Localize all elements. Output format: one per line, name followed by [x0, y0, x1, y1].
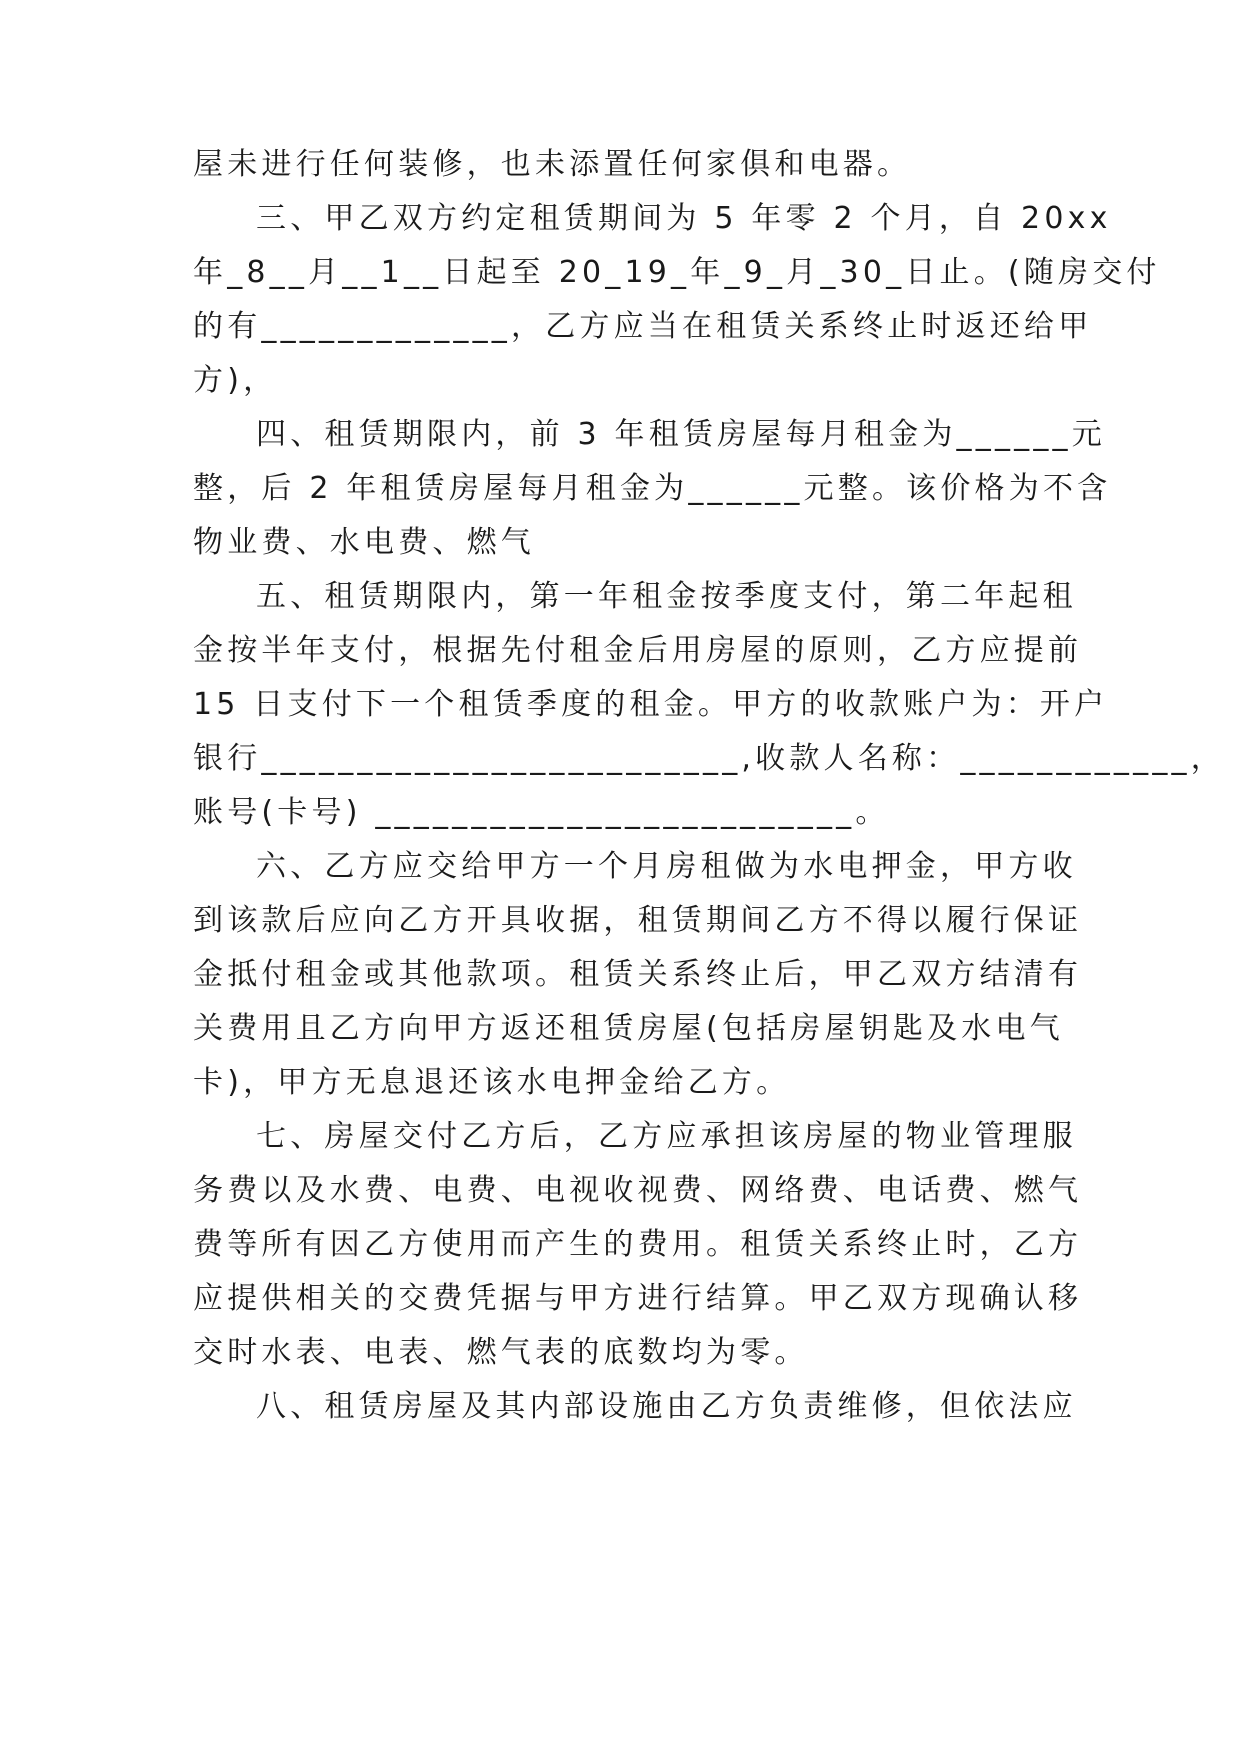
clause-6-line: 关费用且乙方向甲方返还租赁房屋(包括房屋钥匙及水电气: [193, 1011, 1064, 1046]
clause-3-line: 的有_____________，乙方应当在租赁关系终止时返还给甲: [193, 309, 1093, 344]
clause-5-line: 银行_________________________,收款人名称：____________，: [193, 741, 1225, 776]
clause-8-line: 八、租赁房屋及其内部设施由乙方负责维修，但依法应: [256, 1389, 1077, 1424]
clause-5-line: 15 日支付下一个租赁季度的租金。甲方的收款账户为：开户: [193, 687, 1109, 722]
clause-3-line: 年_8__月__1__日起至 20_19_年_9_月_30_日止。(随房交付: [193, 255, 1161, 290]
clause-4-line: 整，后 2 年租赁房屋每月租金为______元整。该价格为不含: [193, 471, 1112, 506]
clause-3-line: 三、甲乙双方约定租赁期间为 5 年零 2 个月，自 20xx: [256, 201, 1112, 236]
clause-4-line: 四、租赁期限内，前 3 年租赁房屋每月租金为______元: [256, 417, 1106, 452]
clause-7-line: 交时水表、电表、燃气表的底数均为零。: [193, 1335, 809, 1370]
clause-5-line: 五、租赁期限内，第一年租金按季度支付，第二年起租: [256, 579, 1077, 614]
clause-5-line: 账号(卡号) _________________________。: [193, 795, 890, 830]
clause-5-line: 金按半年支付，根据先付租金后用房屋的原则，乙方应提前: [193, 633, 1083, 668]
clause-6-line: 金抵付租金或其他款项。租赁关系终止后，甲乙双方结清有: [193, 957, 1083, 992]
clause-7-line: 七、房屋交付乙方后，乙方应承担该房屋的物业管理服: [256, 1119, 1077, 1154]
clause-6-line: 卡)，甲方无息退还该水电押金给乙方。: [193, 1065, 791, 1100]
clause-4-line: 物业费、水电费、燃气: [193, 525, 535, 560]
clause-3-line: 方)，: [193, 363, 278, 398]
clause-6-line: 到该款后应向乙方开具收据，租赁期间乙方不得以履行保证: [193, 903, 1083, 938]
clause-6-line: 六、乙方应交给甲方一个月房租做为水电押金，甲方收: [256, 849, 1077, 884]
clause-7-line: 务费以及水费、电费、电视收视费、网络费、电话费、燃气: [193, 1173, 1083, 1208]
paragraph-line: 屋未进行任何装修，也未添置任何家俱和电器。: [193, 147, 912, 182]
clause-7-line: 费等所有因乙方使用而产生的费用。租赁关系终止时，乙方: [193, 1227, 1083, 1262]
clause-7-line: 应提供相关的交费凭据与甲方进行结算。甲乙双方现确认移: [193, 1281, 1083, 1316]
